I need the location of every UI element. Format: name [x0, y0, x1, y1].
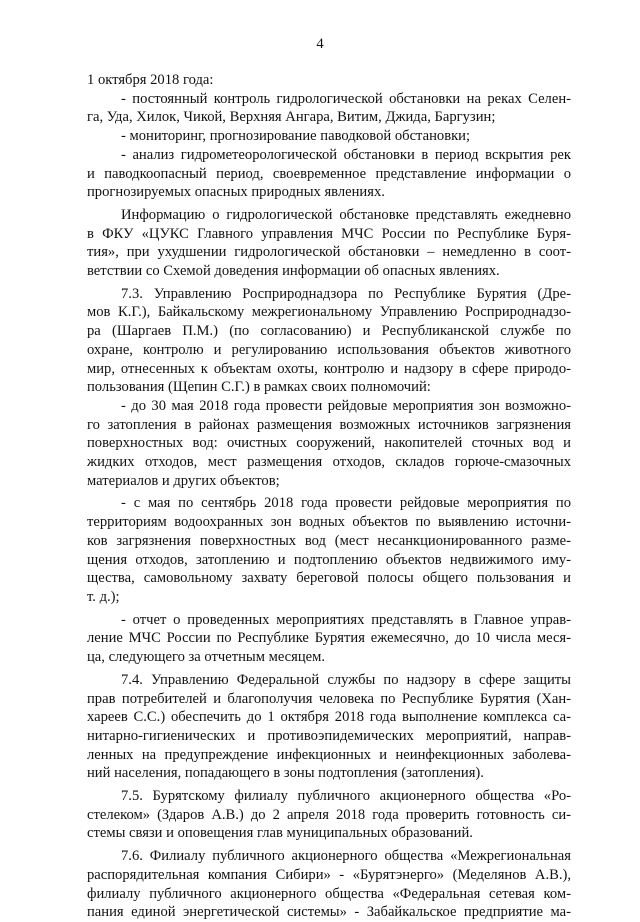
text-line: га, Уда, Хилок, Чикой, Верхняя Ангара, Витим, Джида, Баргузин; — [87, 109, 496, 126]
text-line: прогнозируемых опасных природных явлениях. — [87, 184, 385, 201]
text-line: распорядительная компания Сибири» - «Бурятэнерго» (Меделянов А.В.), — [87, 866, 571, 883]
text-line: и паводкоопасный период, своевременное представление информации о — [87, 165, 571, 182]
text-line: пания единой энергетической системы» - Забайкальское предприятие ма- — [87, 904, 571, 921]
document-body — [87, 71, 571, 922]
text-line: пользования (Щепин С.Г.) в рамках своих полномочий: — [87, 379, 431, 396]
text-line: ков загрязнения поверхностных вод (мест несанкционированного разме- — [87, 532, 571, 549]
text-line: 7.3. Управлению Росприроднадзора по Республике Бурятия (Дре- — [121, 285, 571, 302]
text-line: т. д.); — [87, 588, 120, 605]
text-line: поверхностных вод: очистных сооружений, накопителей сточных вод и — [87, 435, 571, 452]
text-line: 7.5. Бурятскому филиалу публичного акционерного общества «Ро- — [121, 788, 571, 805]
text-line: ца, следующего за отчетным месяцем. — [87, 649, 326, 666]
text-line: мов К.Г.), Байкальскому межрегиональному Управлению Росприроднадзо- — [87, 304, 571, 321]
text-line: прав потребителей и благополучия человека по Республике Бурятия (Хан- — [87, 690, 571, 707]
text-line: 7.6. Филиалу публичного акционерного общества «Межрегиональная — [121, 848, 571, 865]
text-line: стемы связи и оповещения глав муниципальных образований. — [87, 825, 473, 842]
text-line: 1 октября 2018 года: — [87, 72, 214, 88]
text-line: Информацию о гидрологической обстановке представлять ежедневно — [121, 206, 571, 223]
text-line: нитарно-гигиенических и противоэпидемических мероприятий, направ- — [87, 727, 571, 744]
text-line: хареев С.С.) обеспечить до 1 октября 2018 года выполнение комплекса са- — [87, 709, 571, 726]
text-line: ра (Шаргаев П.М.) (по согласованию) и Республиканской службе по — [87, 323, 571, 340]
text-line: материалов и других объектов; — [87, 472, 280, 489]
text-line: ветствии со Схемой доведения информации об опасных явлениях. — [87, 263, 500, 280]
text-line: в ФКУ «ЦУКС Главного управления МЧС России по Республике Буря- — [87, 225, 571, 242]
text-line: - с мая по сентябрь 2018 года провести рейдовые мероприятия по — [121, 495, 571, 512]
text-line: жидких отходов, мест размещения отходов, складов горюче-смазочных — [87, 454, 571, 471]
text-line: щения отходов, затоплению и подтоплению объектов недвижимого иму- — [87, 551, 571, 568]
text-line: филиалу публичного акционерного общества «Федеральная сетевая ком- — [87, 885, 571, 902]
text-line: - постоянный контроль гидрологической обстановки на реках Селен- — [121, 90, 571, 107]
text-line: мир, отнесенных к объектам охоты, контролю и надзору в сфере природо- — [87, 360, 571, 377]
text-line: ний населения, попадающего в зоны подтопления (затопления). — [87, 765, 484, 782]
text-line: охране, контролю и регулированию использования объектов животного — [87, 341, 571, 358]
text-line: стелеком» (Здаров А.В.) до 2 апреля 2018 года проверить готовность си- — [87, 806, 571, 823]
text-line: 7.4. Управлению Федеральной службы по надзору в сфере защиты — [121, 671, 571, 688]
text-line: территориям водоохранных зон водных объектов по выявлению источни- — [87, 514, 571, 531]
text-line: ленных на предупреждение инфекционных и неинфекционных заболева- — [87, 746, 571, 763]
text-line: - до 30 мая 2018 года провести рейдовые мероприятия зон возможно- — [121, 397, 571, 414]
text-line: го затопления в районах размещения возможных источников загрязнения — [87, 416, 571, 433]
text-line: - анализ гидрометеорологической обстановки в период вскрытия рек — [121, 146, 571, 163]
text-line: - отчет о проведенных мероприятиях представлять в Главное управ- — [121, 611, 571, 628]
text-line: ление МЧС России по Республике Бурятия ежемесячно, до 10 числа меся- — [87, 630, 571, 647]
text-line: тия», при ухудшении гидрологической обстановки – немедленно в соот- — [87, 244, 571, 261]
page-number: 4 — [316, 36, 324, 52]
text-line: - мониторинг, прогнозирование паводковой обстановки; — [121, 128, 471, 145]
text-line: щества, самовольному захвату береговой полосы общего пользования и — [87, 570, 571, 587]
